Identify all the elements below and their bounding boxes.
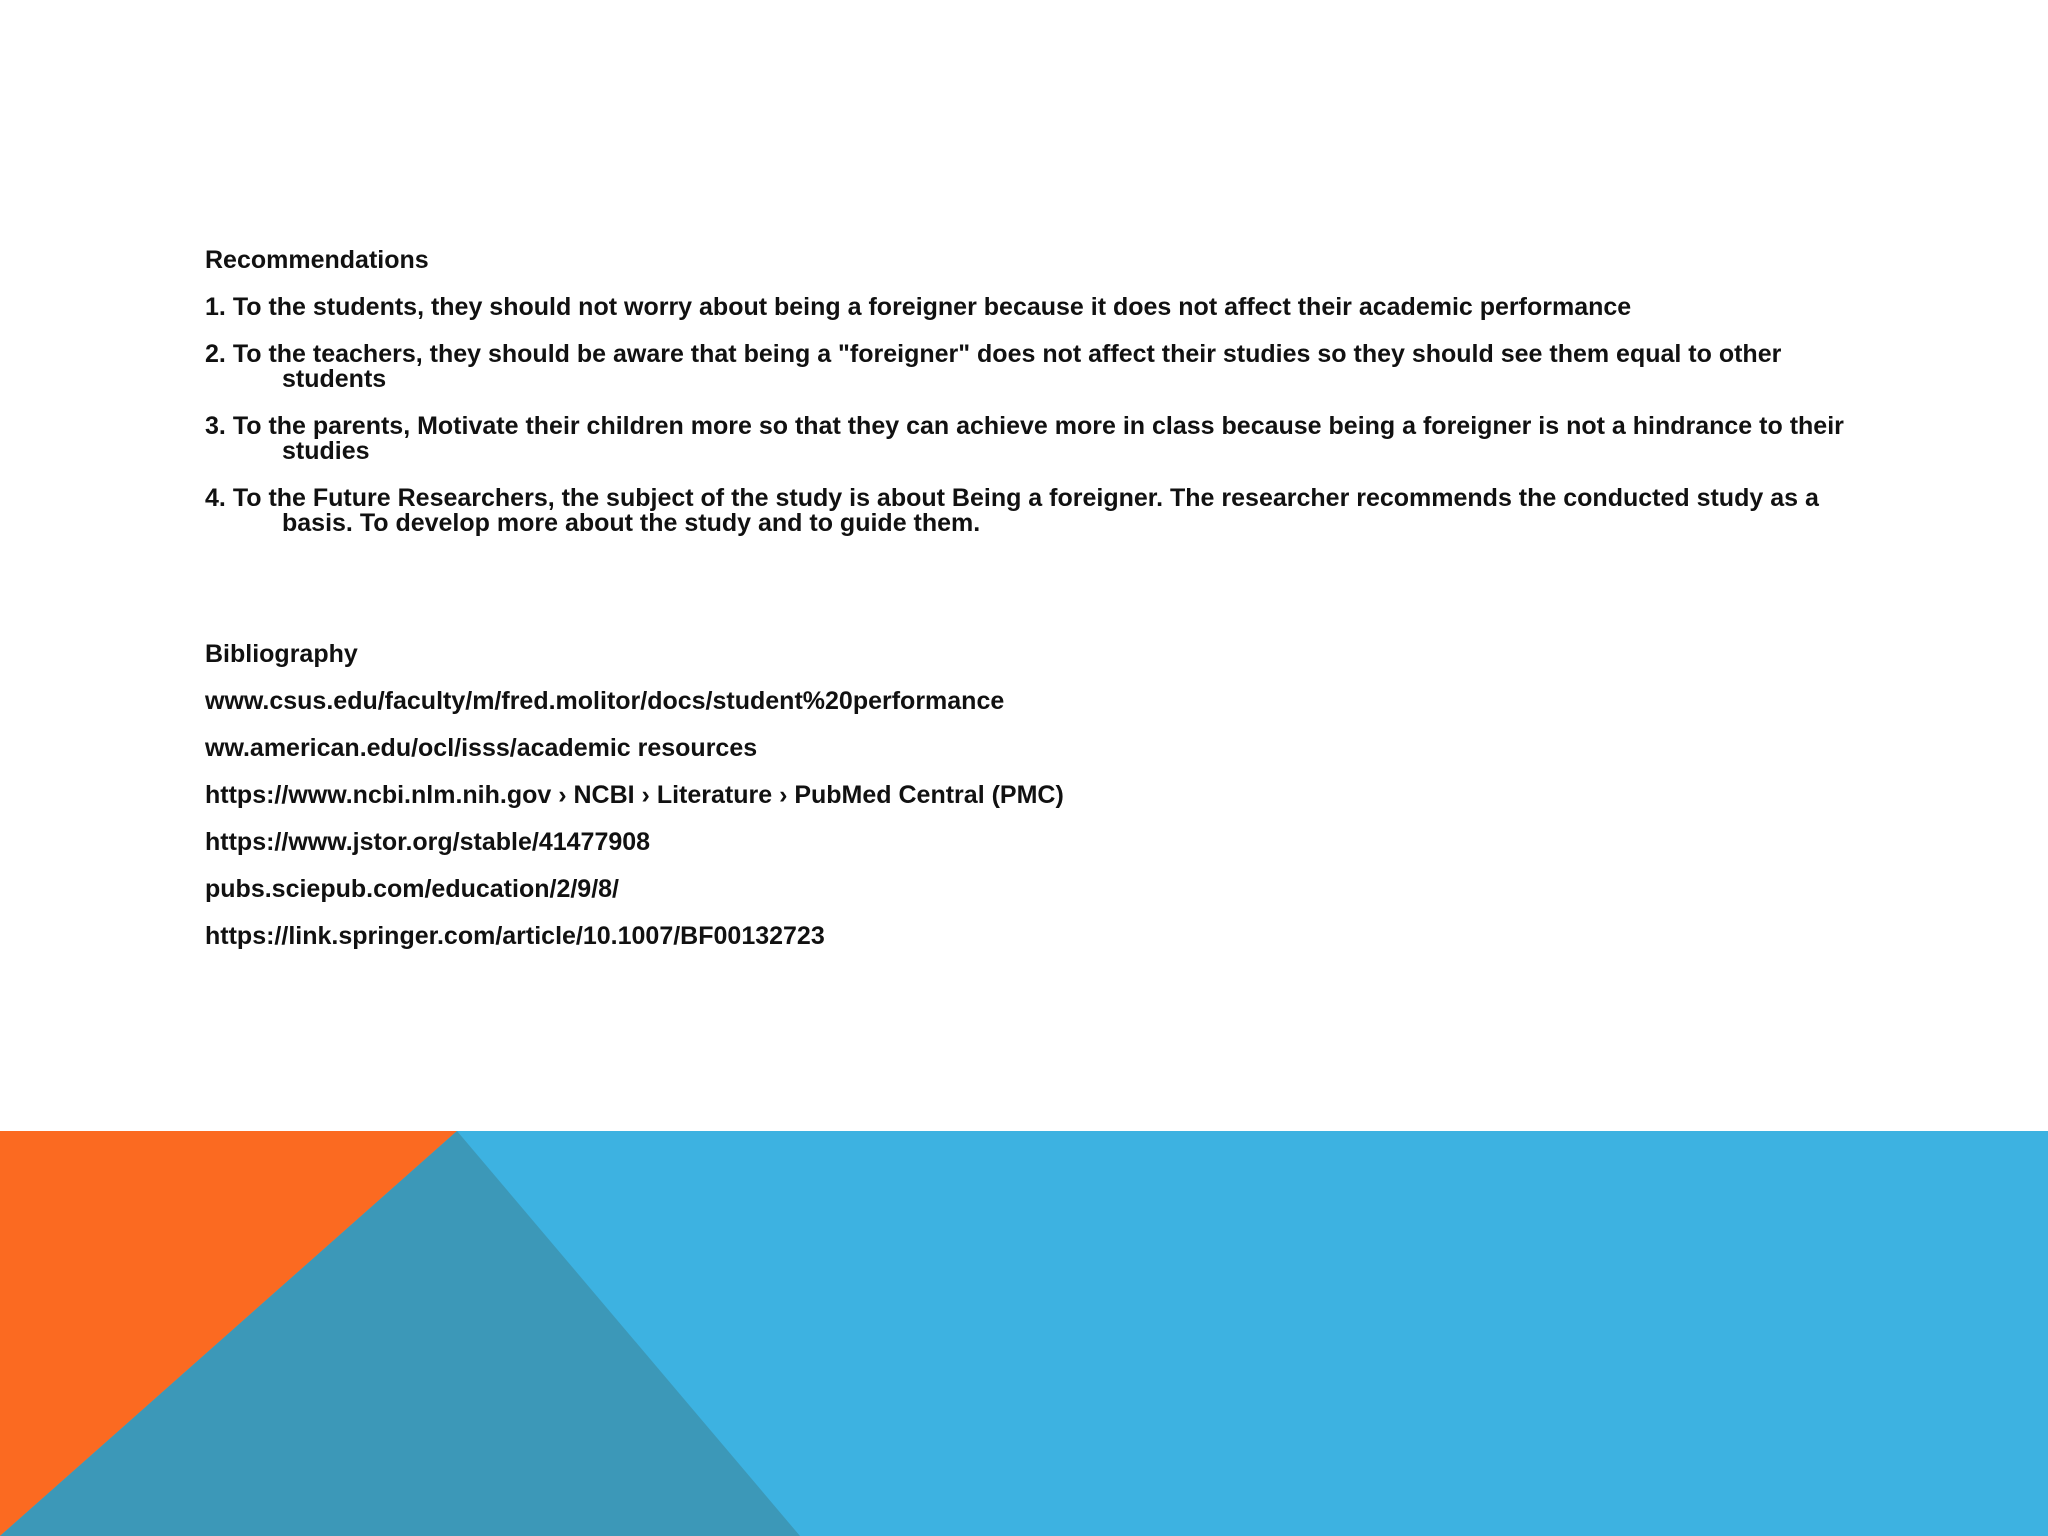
bibliography-entry: https://www.jstor.org/stable/41477908: [205, 828, 651, 856]
recommendation-text: To the parents, Motivate their children more so that they can achieve more in class because being a foreigner is not a hindrance to their studies: [232, 412, 1844, 465]
bibliography-list: [205, 689, 1865, 949]
recommendations-list: [205, 295, 1865, 536]
bibliography-entry: ww.american.edu/ocl/isss/academic resources: [205, 734, 758, 762]
recommendation-item: [205, 342, 1865, 392]
bibliography-entry: https://www.ncbi.nlm.nih.gov › NCBI › Literature › PubMed Central (PMC): [205, 781, 1064, 809]
recommendation-item: [205, 295, 1865, 320]
bibliography-entry: www.csus.edu/faculty/m/fred.molitor/docs/student%20performance: [205, 687, 1005, 715]
recommendation-item: [205, 486, 1865, 536]
recommendation-item: [205, 414, 1865, 464]
recommendations-heading: Recommendations: [205, 246, 429, 274]
bibliography-entry: https://link.springer.com/article/10.1007/BF00132723: [205, 922, 825, 950]
section-spacer: [205, 558, 1865, 642]
recommendation-number: 3.: [205, 412, 226, 440]
bibliography-heading: Bibliography: [205, 640, 358, 668]
recommendation-text: To the Future Researchers, the subject of the study is about Being a foreigner. The researcher recommends the conducted study as a basis. To develop more about the study and to guide them.: [232, 484, 1819, 537]
recommendation-number: 2.: [205, 340, 226, 368]
recommendation-text: To the teachers, they should be aware that being a "foreigner" does not affect their studies so they should see them equal to other students: [232, 340, 1782, 393]
recommendation-number: 4.: [205, 484, 226, 512]
slide-content: [205, 248, 1865, 971]
bibliography-entry: pubs.sciepub.com/education/2/9/8/: [205, 875, 619, 903]
recommendation-number: 1.: [205, 293, 226, 321]
recommendation-text: To the students, they should not worry about being a foreigner because it does not affect their academic performance: [232, 293, 1632, 321]
decorative-footer-shapes: [0, 1131, 2048, 1536]
